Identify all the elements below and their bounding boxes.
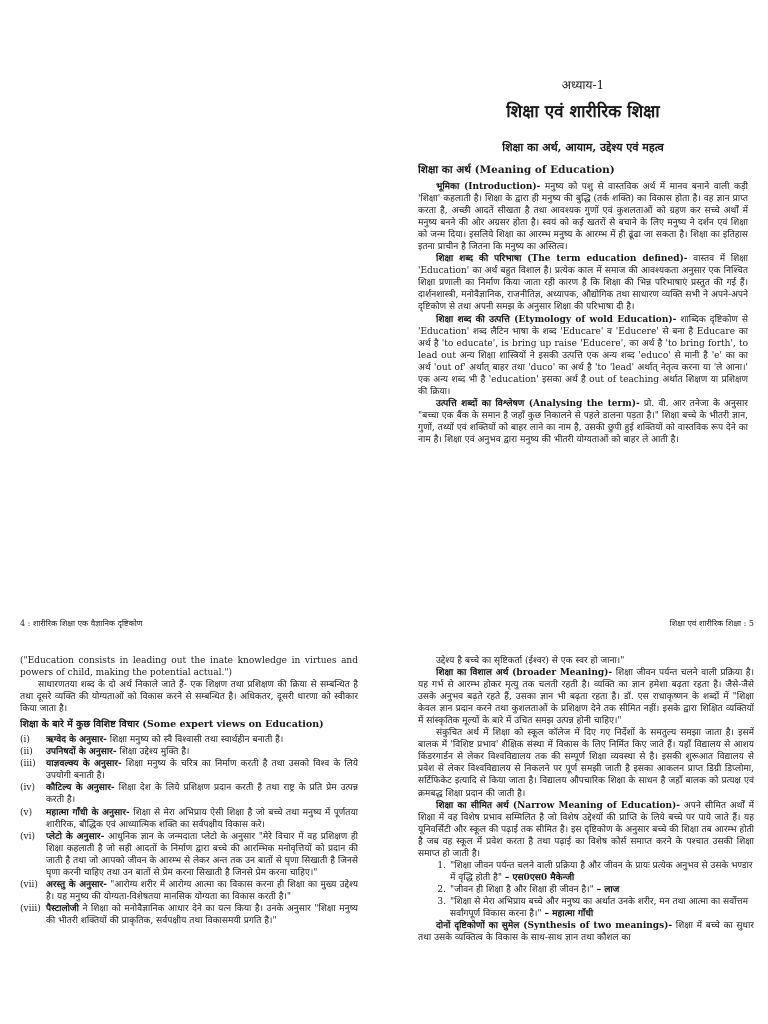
section-heading: शिक्षा का अर्थ (Meaning of Education)	[418, 164, 615, 176]
paragraph-text: अपने सीमित अर्थों में शिक्षा में वह विशेष प्रभाव सम्मिलित है जो विशेष उद्देश्यों की प्राप्ति के लिये बच्चे पर पाये जाते हैं। यह यूनिवर्सिटी और स्कूल की पढ़ाई तक सीमित है। इस दृष्टिकोण के अनुसार बच्चे की शिक्षा तब आरम्भ होती है जब वह स्कूल में प्रवेश करता है तथा पढ़ाई का विशेष कोर्स समाप्त करने के पश्चात उसकी शिक्षा समाप्त हो जाती है।	[418, 800, 754, 859]
quote-item	[418, 896, 754, 920]
page-header	[418, 618, 754, 629]
top-page	[418, 70, 748, 570]
item-heading: महात्मा गाँधी के अनुसार-	[46, 807, 130, 818]
paragraph	[418, 398, 748, 446]
item-body: शिक्षा मनुष्य को स्वै विश्वासी तथा स्वार्थहीन बनाती है।	[109, 735, 284, 746]
running-header: 4 : शारीरिक शिक्षा एक वैज्ञानिक दृष्टिकोण	[20, 619, 143, 628]
item-text	[46, 734, 358, 746]
paragraph-text: शाब्दिक दृष्टिकोण से 'Education' शब्द लैटिन भाषा के शब्द 'Educare' व 'Educere' से बना है Educare का अर्थ है 'to educate', is bring up raise 'Educere', का अर्थ है 'to bring forth', to lead out अन्य शिक्षा शास्त्रियों ने इसकी उत्पत्ति एक अन्य शब्द 'educo' से मानी है 'e' का का अर्थ 'out of' अर्थात् बाहर तथा 'duco' का अर्थ है 'to 'lead' अर्थात् नेतृत्व करना या 'ले आना।' एक अन्य शब्द भी है 'education' इसका अर्थ है out of teaching अर्थात शिक्षण या प्रशिक्षण की क्रिया।	[418, 314, 748, 397]
paragraph	[418, 920, 754, 944]
list-item	[20, 758, 358, 782]
item-number: (iii)	[20, 759, 36, 770]
page-header	[20, 618, 358, 629]
item-number: (ii)	[20, 747, 33, 758]
paragraph-heading: शिक्षा का विशाल अर्थ (broader Meaning)-	[436, 668, 613, 679]
item-text	[46, 807, 358, 831]
paragraph: साधारणतया शब्द के दो अर्थ निकाले जाते हैं- एक शिक्षण तथा प्रशिक्षण की क्रिया से सम्बन्धित है तथा दूसरे व्यक्ति की योग्यताओं को विकास करने से सम्बन्धित है। अधिकतर, दूसरी धारणा को स्वीकार किया जाता है।	[20, 680, 358, 715]
item-body: शिक्षा उद्देश्य मुक्ति है।	[119, 747, 190, 758]
quote-number: 3.	[437, 896, 446, 907]
english-quote: ("Education consists in leading out the inate knowledge in virtues and powers of child, making the potential actual.")	[20, 656, 358, 679]
item-heading: पैस्टालोजी	[46, 903, 79, 914]
quote-author: – लाज	[596, 884, 620, 895]
paragraph-heading: उत्पत्ति शब्दों का विश्लेषण (Analysing the term)-	[436, 398, 640, 409]
quote-text	[450, 884, 754, 896]
definition-quotes	[418, 860, 754, 920]
quote-number: 1.	[437, 860, 446, 871]
right-page	[418, 618, 754, 1024]
item-text	[46, 758, 358, 782]
paragraph-heading: भूमिका (Introduction)-	[436, 182, 541, 192]
paragraph-text: शिक्षा में बच्चे का सुधार तथा उसके व्यक्तित्व के विकास के साथ-साथ ज्ञान तथा कौशल का	[418, 921, 754, 944]
item-body: आधुनिक ज्ञान के जन्मदाता प्लेटो के अनुसार "मेरे विचार में वह प्रशिक्षण ही शिक्षा कहलाती है जो सही आदतों के निर्माण द्वारा बच्चे की आरम्भिक मनोवृत्तियों को प्रदान की जाती है तथा जो आपको जीवन के आरम्भ से लेकर अन्त तक उन बातों से घृणा सिखाती है जिनसे घृणा करनी चाहिए तथा उन बातों से प्रेम करना सिखाती है जिनसे प्रेम करना चाहिए।"	[46, 831, 358, 878]
quote-item	[418, 860, 754, 884]
item-number: (viii)	[20, 903, 41, 914]
list-item	[20, 831, 358, 879]
left-page	[20, 618, 358, 1024]
item-heading: अरस्तु के अनुसार-	[46, 879, 107, 890]
quote-author: – एस0एस0 मैकेन्जी	[504, 872, 575, 883]
paragraph-heading: शिक्षा का सीमित अर्थ (Narrow Meaning of Education)-	[436, 800, 681, 811]
paragraph	[418, 800, 754, 860]
running-header: शिक्षा एवं शारीरिक शिक्षा : 5	[669, 619, 754, 628]
quote-body: "जीवन ही शिक्षा है और शिक्षा ही जीवन है।"	[450, 884, 594, 895]
paragraph-text: शिक्षा जीवन पर्यन्त चलने वाली प्रक्रिया है। यह गर्भ से आरम्भ होकर मृत्यु तक चलती रहती है। व्यक्ति का ज्ञान हमेशा बढ़ता रहता है। जैसे-जैसे उसके अनुभव बढ़ते रहते हैं, उसका ज्ञान भी बढ़ता रहता है। डॉ. एस राधाकृष्णन के शब्दों में "शिक्षा केवल ज्ञान प्रदान करने तथा कुशलताओं के प्रशिक्षण देने तक सीमित नहीं। इसके द्वारा शिक्षित व्यक्तियों में सांस्कृतिक मूल्यों के बारे में उचित समझ उत्पन्न होनी चाहिए।"	[418, 668, 754, 727]
item-heading: प्लेटो के अनुसार-	[46, 831, 105, 842]
section-heading: शिक्षा के बारे में कुछ विशिष्ट विचार (Some expert views on Education)	[20, 719, 324, 731]
item-heading: ऋग्वेद के अनुसार-	[46, 735, 107, 746]
item-text	[46, 746, 358, 758]
paragraph-text: प्रो. वी. आर तनेजा के अनुसार "बच्चा एक बैंक के समान है जहाँ कुछ निकालने से पहले डालना पड़ता है।" शिक्षा बच्चे के भीतरी ज्ञान, गुणों, तथ्यों एवं शक्तियों को बाहर लाने का नाम है, उसकी छुपी हुई शक्तियों को वास्तविक रूप देने का नाम है। शिक्षा एवं अनुभव द्वारा मनुष्य की भीतरी योग्यताओं को बाहर ले आती है।	[418, 398, 748, 445]
paragraph	[418, 314, 748, 398]
paragraph-heading: दोनों दृष्टिकोणों का सुमेल (Synthesis of two meanings)-	[436, 921, 673, 932]
expert-views-list	[20, 734, 358, 927]
paragraph-heading: शिक्षा शब्द की परिभाषा (The term education defined)-	[436, 254, 688, 265]
list-item	[20, 807, 358, 831]
list-item	[20, 879, 358, 903]
paragraph-text: वास्तव में शिक्षा 'Education' का अर्थ बहुत विशाल है। प्रत्येक काल में समाज की आवश्यकता अनुसार एक निश्चित शिक्षा प्रणाली का निर्माण किया जाता रही कारण है कि शिक्षा की भिन्न परिभाषाएं प्रस्तुत की गई हैं। दार्शनशास्त्री, मनोवैज्ञानिक, राजनीतिज्ञ, अध्यापक, औद्योगिक तथा साधारण व्यक्ति सभी ने अपने-अपने दृष्टिकोण से तथा अपनी समझ के अनुसार शिक्षा की परिभाषा दी है।	[418, 254, 748, 313]
item-heading: उपनिषदों के अनुसार-	[46, 747, 117, 758]
item-heading: कौटिल्य के अनुसार-	[46, 783, 115, 794]
list-item	[20, 734, 358, 746]
paragraph-heading: शिक्षा शब्द की उत्पत्ति (Etymology of wold Education)-	[436, 314, 677, 325]
item-text	[46, 879, 358, 903]
quote-author: – महात्मा गाँधी	[544, 908, 594, 919]
list-item	[20, 903, 358, 927]
item-number: (iv)	[20, 783, 35, 794]
chapter-subtitle: शिक्षा का अर्थ, आयाम, उद्देश्य एवं महत्व	[502, 141, 664, 154]
quote-body: "शिक्षा से मेरा अभिप्राय बच्चे और मनुष्य का अर्थात उनके शरीर, मन तथा आत्मा का सर्वोत्तम सर्वांगपूर्ण विकास करना है।"	[450, 896, 749, 919]
quote-number: 2.	[437, 884, 446, 895]
item-heading: याज्ञवल्क्य के अनुसार-	[46, 759, 122, 770]
item-body: ने शिक्षा को मनोवैज्ञानिक आधार देने का यत्न किया है। उनके अनुसार "शिक्षा मनुष्य की भीतरी शक्तियों की प्राकृतिक, सर्वपक्षीय तथा विकासमयी प्रगति है।"	[46, 903, 358, 926]
item-text	[46, 831, 358, 879]
item-body: शिक्षा मनुष्य के चरित्र का निर्माण करती है तथा उसको विश्व के लिये उपयोगी बनाती है।	[46, 759, 358, 782]
list-item	[20, 746, 358, 758]
paragraph-text: मनुष्य को पशु से वास्तविक अर्थ में मानव बनाने वाली कड़ी 'शिक्षा' कहलाती है। शिक्षा के द्वारा ही मनुष्य की बुद्धि (तर्क शक्ति) का विकास होता है। वह ज्ञान प्राप्त करता है, अच्छी आदतें सीखता है तथा आवश्यक गुणों एवं कुशलताओं को ग्रहण कर सच्चे अर्थों में मनुष्य बनने की ओर अग्रसर होता है। स्वयं को कई खतरों से बचाने के लिए मनुष्य ने दर्शन एवं शिक्षा को जन्म दिया। इसलिये शिक्षा का आरम्भ मनुष्य के आरम्भ में ही ढूंढा जा सकता है। शिक्षा का इतिहास इतना प्राचीन है जितना कि मनुष्य का अस्तित्व।	[418, 182, 748, 253]
item-body: शिक्षा देश के लिये प्रशिक्षण प्रदान करती है तथा राष्ट्र के प्रति प्रेम उत्पन्न करती है।	[46, 783, 358, 806]
item-body: शिक्षा से मेरा अभिप्राय ऐसी शिक्षा है जो बच्चे तथा मनुष्य में पूर्णतया शारीरिक, बौद्धिक एवं आध्यात्मिक शक्ति का सर्वपक्षीय विकास करे।	[46, 807, 358, 830]
paragraph: संकुचित अर्थ में शिक्षा को स्कूल कॉलेज में दिए गए निर्देशों के समतुल्य समझा जाता है। इसमें बालक में 'विशिष्ट प्रभाव' शैक्षिक संस्था में विकास के लिए निर्मित किए जाते हैं। यहाँ विद्यालय से आशय किंडरगार्डन से लेकर विश्वविद्यालय तक की सम्पूर्ण शिक्षा व्यवस्था से है। इसकी शुरूआत विद्यालय से प्रवेश से लेकर विश्वविद्यालय से निकलने पर पूर्ण समझी जाती है इसका आकलन प्राप्त डिग्री डिप्लोमा, सर्टिफिकेट इत्यादि से किया जाता है। विद्यालय औपचारिक शिक्षा के साधन है जहाँ बालक को प्रत्यक्ष एवं क्रमबद्ध शिक्षा प्रदान की जाती है।	[418, 728, 754, 799]
item-text	[46, 903, 358, 927]
paragraph	[418, 667, 754, 727]
paragraph: उद्देश्य है बच्चे का सृष्टिकर्ता (ईश्वर) से एक स्वर हो जाना।"	[436, 656, 625, 666]
chapter-title: शिक्षा एवं शारीरिक शिक्षा	[506, 102, 660, 122]
quote-text	[450, 896, 754, 920]
item-number: (vi)	[20, 831, 35, 842]
item-number: (vii)	[20, 879, 38, 890]
item-number: (v)	[20, 807, 33, 818]
item-text	[46, 782, 358, 806]
quote-body: "शिक्षा जीवन पर्यन्त चलने वाली प्रक्रिया है और जीवन के प्रायः प्रत्येक अनुभव से उसके भण्डार में वृद्धि होती है"	[450, 860, 753, 883]
quote-text	[450, 860, 754, 884]
paragraph	[418, 181, 748, 253]
chapter-number: अध्याय-1	[561, 78, 605, 92]
paragraph	[418, 253, 748, 313]
item-body: "आरोग्य शरीर में आरोग्य आत्मा का विकास करना ही शिक्षा का मुख्य उद्देश्य है। यह मनुष्य की योग्यता-विशेषतया मानसिक योग्यता का विकास करती है।"	[46, 879, 358, 902]
item-number: (i)	[20, 735, 30, 746]
quote-item	[418, 884, 754, 896]
list-item	[20, 782, 358, 806]
